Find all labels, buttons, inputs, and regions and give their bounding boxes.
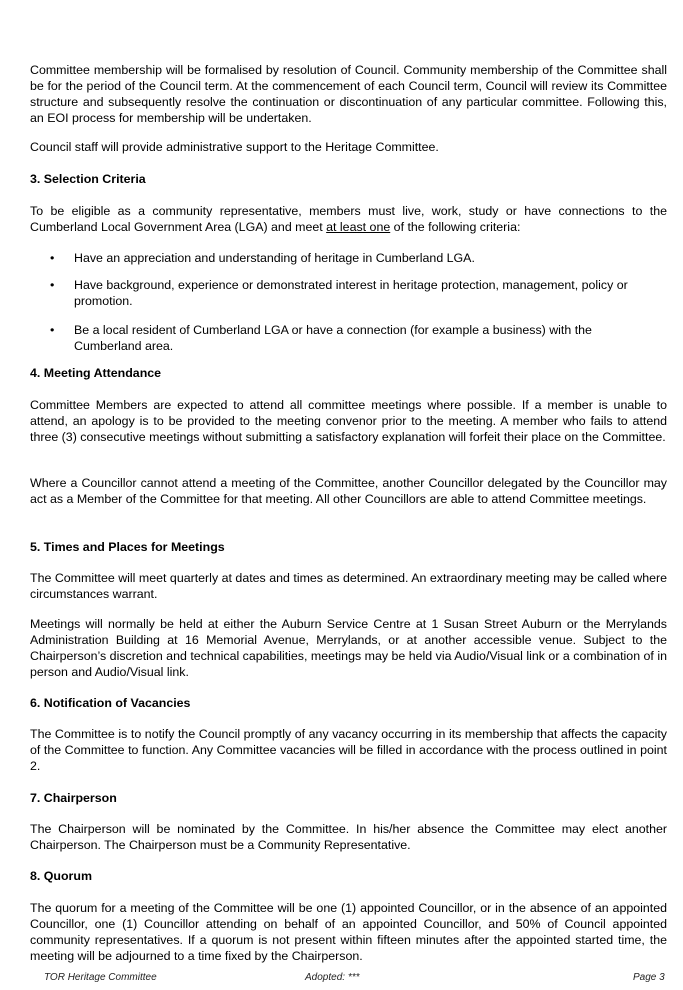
quorum-paragraph: The quorum for a meeting of the Committee will be one (1) appointed Councillor, or in the absence of an appointed Councillor, one (1) Councillor attending on behalf of an appointed Councillor, and 50% of Council appointed community representatives. If a quorum is not present within fifteen minutes after the appointed started time, the meeting will be adjourned to a time fixed by the Chairperson. — [30, 901, 667, 963]
meetings-paragraph-2: Meetings will normally be held at either the Auburn Service Centre at 1 Susan Street Auburn or the Merrylands Administration Building at 16 Memorial Avenue, Merrylands, or at another accessible venue. Subject to the Chairperson’s discretion and technical capabilities, meetings may be held via Audio/Visual link or a combination of in person and Audio/Visual link. — [30, 617, 667, 679]
section-6-heading: 6. Notification of Vacancies — [30, 696, 191, 710]
section-8-heading: 8. Quorum — [30, 869, 92, 883]
section-5-heading: 5. Times and Places for Meetings — [30, 540, 225, 554]
footer-page-number: Page 3 — [633, 972, 665, 983]
footer-adopted: Adopted: *** — [305, 972, 360, 983]
attendance-paragraph-1: Committee Members are expected to attend all committee meetings where possible. If a member is unable to attend, an apology is to be provided to the meeting convenor prior to the meeting. A member who fails to attend three (3) consecutive meetings without submitting a satisfactory explanation will forfeit their place on the Committee. — [30, 398, 667, 444]
meetings-paragraph-1: The Committee will meet quarterly at dates and times as determined. An extraordinary meeting may be called where circumstances warrant. — [30, 571, 667, 601]
section-3-heading: 3. Selection Criteria — [30, 172, 146, 186]
attendance-paragraph-2: Where a Councillor cannot attend a meeting of the Committee, another Councillor delegated by the Councillor may act as a Member of the Committee for that meeting. All other Councillors are able to attend Committee meetings. — [30, 476, 667, 506]
membership-paragraph: Committee membership will be formalised by resolution of Council. Community membership of the Committee shall be for the period of the Council term. At the commencement of each Council term, Council will review its Committee structure and subsequently resolve the continuation or discontinuation of any particular committee. Following this, an EOI process for membership will be undertaken. — [30, 63, 667, 125]
chairperson-paragraph: The Chairperson will be nominated by the Committee. In his/her absence the Committee may elect another Chairperson. The Chairperson must be a Community Representative. — [30, 822, 667, 852]
section-4-heading: 4. Meeting Attendance — [30, 366, 162, 380]
bullet-icon: • — [50, 251, 55, 265]
bullet-icon: • — [50, 323, 55, 337]
vacancies-paragraph: The Committee is to notify the Council promptly of any vacancy occurring in its membership that affects the capacity of the Committee to function. Any Committee vacancies will be filled in accordance with the process outlined in point 2. — [30, 727, 667, 773]
selection-intro-paragraph: To be eligible as a community representative, members must live, work, study or have connections to the Cumberland Local Government Area (LGA) and meet at least one of the following criteria: — [30, 204, 667, 234]
bullet-icon: • — [50, 278, 55, 292]
footer-document-title: TOR Heritage Committee — [44, 972, 157, 983]
staff-support-paragraph: Council staff will provide administrative support to the Heritage Committee. — [30, 140, 439, 154]
section-7-heading: 7. Chairperson — [30, 791, 117, 805]
at-least-one-emphasis: at least one — [326, 220, 391, 234]
